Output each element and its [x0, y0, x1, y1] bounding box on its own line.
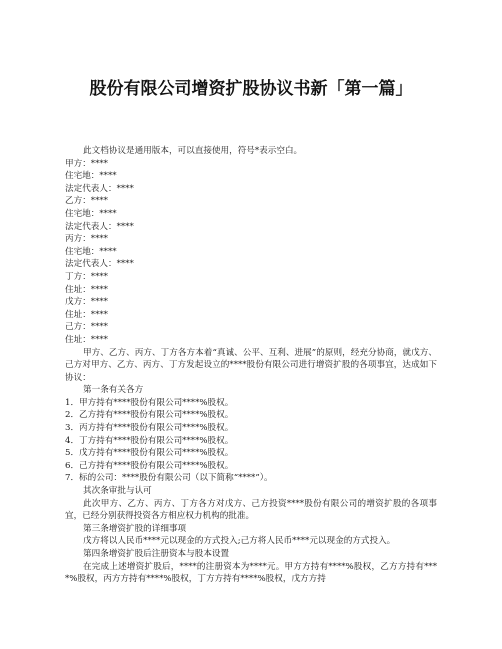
article-1-item: 3．丙方持有****股份有限公司****%股权。	[65, 423, 234, 434]
article-1-item: 2．乙方持有****股份有限公司****%股权。	[65, 410, 234, 421]
party-line: 住宅地：****	[65, 246, 117, 257]
article-1-item: 5．戊方持有****股份有限公司****%股权。	[65, 448, 234, 459]
article-1-heading: 第一条有关各方	[83, 385, 144, 396]
article-3-heading: 第三条增资扩股的详细事项	[83, 523, 187, 534]
party-line: 法定代表人：****	[65, 259, 134, 270]
document-title: 股份有限公司增资扩股协议书新「第一篇」	[89, 79, 413, 99]
preamble-paragraph: 甲方、乙方、丙方、丁方各方本着“真诚、公平、互利、进展”的原则，经充分协商，就戊方、己方对甲方、乙方、丙方、丁方发起设立的****股份有限公司进行增资扩股的各项事宜，达成如下协议：	[65, 347, 437, 383]
article-3-paragraph: 戊方将以人民币****元以现金的方式投入;己方将人民币****元以现金的方式投入。	[83, 536, 396, 547]
article-1-item: 4．丁方持有****股份有限公司****%股权。	[65, 435, 234, 446]
party-line: 甲方：****	[65, 158, 108, 169]
party-line: 住址：****	[65, 334, 108, 345]
article-2-heading: 其次条审批与认可	[83, 486, 152, 497]
party-line: 戊方：****	[65, 297, 108, 308]
article-4-heading: 第四条增资扩股后注册资本与股本设置	[83, 549, 230, 559]
party-line: 住宅地：****	[65, 208, 117, 219]
party-line: 己方：****	[65, 322, 108, 333]
party-line: 住址：****	[65, 309, 108, 320]
party-line: 丙方：****	[65, 234, 108, 245]
party-line: 丁方：****	[65, 271, 108, 282]
party-line: 住址：****	[65, 284, 108, 295]
article-1-item: 6．己方持有****股份有限公司****%股权。	[65, 460, 234, 471]
party-line: 法定代表人：****	[65, 221, 134, 232]
article-4-paragraph: 在完成上述增资扩股后，****的注册资本为****元。甲方方持有****%股权，乙方方持有****%股权，丙方方持有****%股权，丁方方持有****%股权，戊方方持	[65, 561, 437, 585]
document-body	[65, 145, 437, 586]
article-1-item: 7．标的公司：****股份有限公司（以下简称“****”）。	[65, 473, 273, 484]
party-line: 乙方：****	[65, 196, 108, 207]
article-2-paragraph: 此次甲方、乙方、丙方、丁方各方对戊方、己方投资****股份有限公司的增资扩股的各项事宜，已经分别获得投资各方相应权力机构的批准。	[65, 498, 437, 522]
party-line: 住宅地：****	[65, 171, 117, 182]
party-line: 法定代表人：****	[65, 183, 134, 194]
parties-list	[65, 158, 437, 347]
article-1-list	[65, 397, 437, 485]
intro-paragraph: 此文档协议是通用版本，可以直接使用，符号*表示空白。	[83, 146, 303, 156]
article-1-item: 1．甲方持有****股份有限公司****%股权。	[65, 397, 234, 408]
